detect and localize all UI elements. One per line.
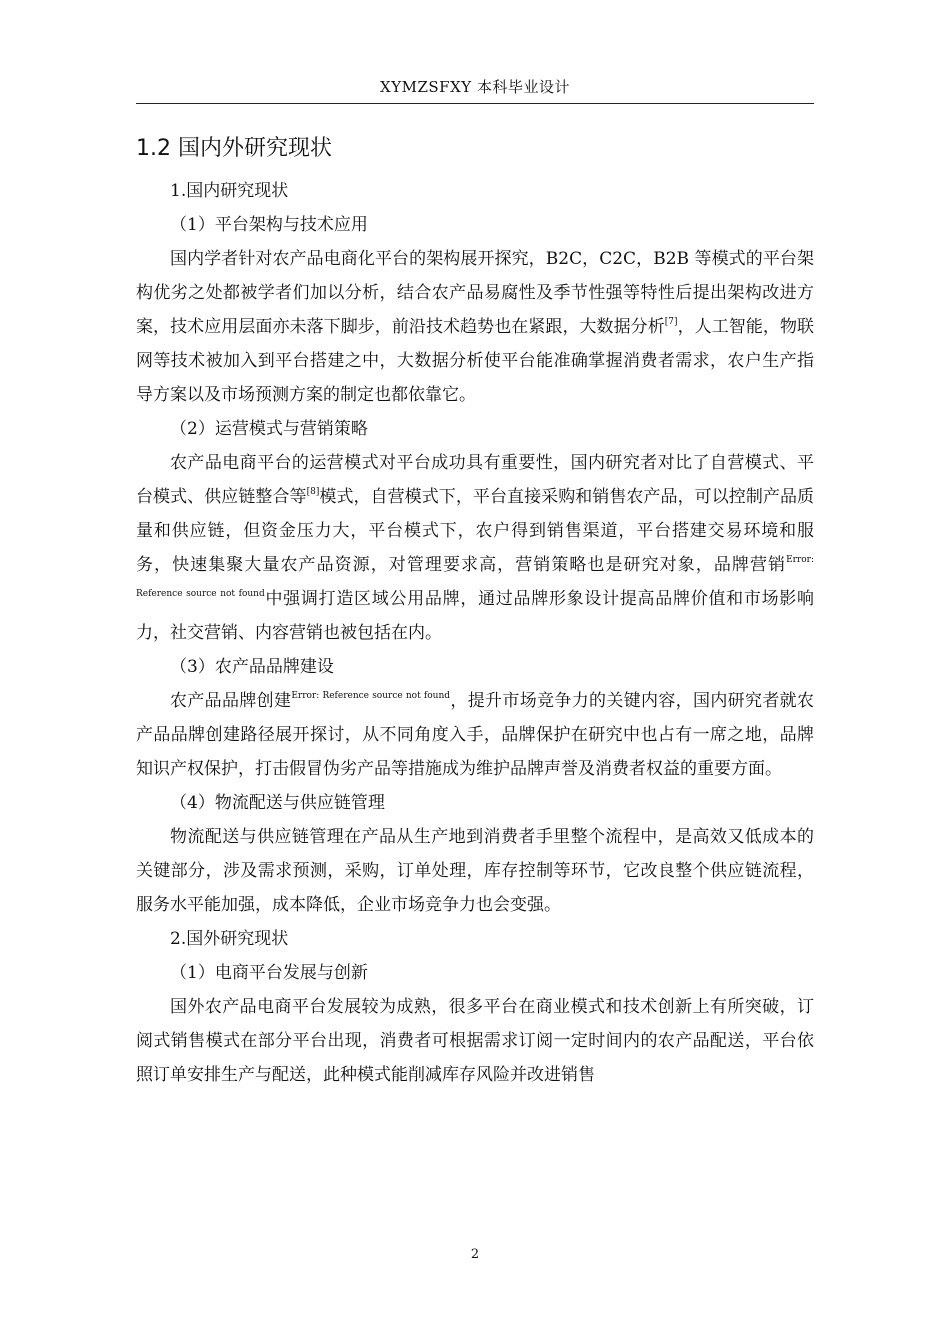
document-body [136,174,814,1092]
paragraph-text: 农产品电商平台的运营模式对平台成功具有重要性，国内研究者对比了自营模式、平台模式、供应链整合等 [136,453,814,507]
page-header: XYMZSFXY 本科毕业设计 [380,78,570,96]
header-divider [136,103,814,104]
paragraph: 物流配送与供应链管理在产品从生产地到消费者手里整个流程中，是高效又低成本的关键部分，涉及需求预测，采购，订单处理，库存控制等环节，它改良整个供应链流程，服务水平能加强，成本降低，企业市场竞争力也会变强。 [136,827,814,915]
citation: [7] [664,317,678,327]
paragraph-text: 国内学者针对农产品电商化平台的架构展开探究，B2C，C2C，B2B 等模式的平台架构优劣之处都被学者们加以分析，结合农产品易腐性及季节性强等特性后提出架构改进方案，技术应用层面亦未落下脚步，前沿技术趋势也在紧跟，大数据分析 [136,249,814,337]
domestic-title: 1.国内研究现状 [170,181,289,201]
reference-error: Error: Reference source not found [291,691,451,701]
section-heading: 1.2 国内外研究现状 [136,136,332,161]
reference-error: Error: Reference source not found [136,555,814,599]
paragraph-text: 中强调打造区域公用品牌，通过品牌形象设计提高品牌价值和市场影响力，社交营销、内容营销也被包括在内。 [136,589,814,643]
subsection-title: （2）运营模式与营销策略 [170,419,368,439]
paragraph-text: 农产品品牌创建 [170,691,292,711]
page-number: 2 [470,1247,480,1262]
subsection-title: （1）电商平台发展与创新 [170,963,368,983]
subsection-title: （4）物流配送与供应链管理 [170,793,385,813]
paragraph [136,446,814,650]
paragraph-text: 模式，自营模式下，平台直接采购和销售农产品，可以控制产品质量和供应链，但资金压力大，平台模式下，农户得到销售渠道，平台搭建交易环境和服务，快速集聚大量农产品资源，对管理要求高，营销策略也是研究对象，品牌营销 [136,487,814,575]
paragraph-text: ，提升市场竞争力的关键内容，国内研究者就农产品品牌创建路径展开探讨，从不同角度入手，品牌保护在研究中也占有一席之地，品牌知识产权保护，打击假冒伪劣产品等措施成为维护品牌声誉及消费者权益的重要方面。 [136,691,815,779]
paragraph: 国外农产品电商平台发展较为成熟，很多平台在商业模式和技术创新上有所突破，订阅式销售模式在部分平台出现，消费者可根据需求订阅一定时间内的农产品配送，平台依照订单安排生产与配送，此种模式能削减库存风险并改进销售 [136,997,814,1085]
paragraph [136,684,814,786]
subsection-title: （3）农产品品牌建设 [170,657,334,677]
subsection-title: （1）平台架构与技术应用 [170,215,368,235]
citation: [8] [306,487,320,497]
paragraph [136,242,814,412]
paragraph-text: ，人工智能，物联网等技术被加入到平台搭建之中，大数据分析使平台能准确掌握消费者需求，农户生产指导方案以及市场预测方案的制定也都依靠它。 [136,317,815,405]
foreign-title: 2.国外研究现状 [170,929,289,949]
